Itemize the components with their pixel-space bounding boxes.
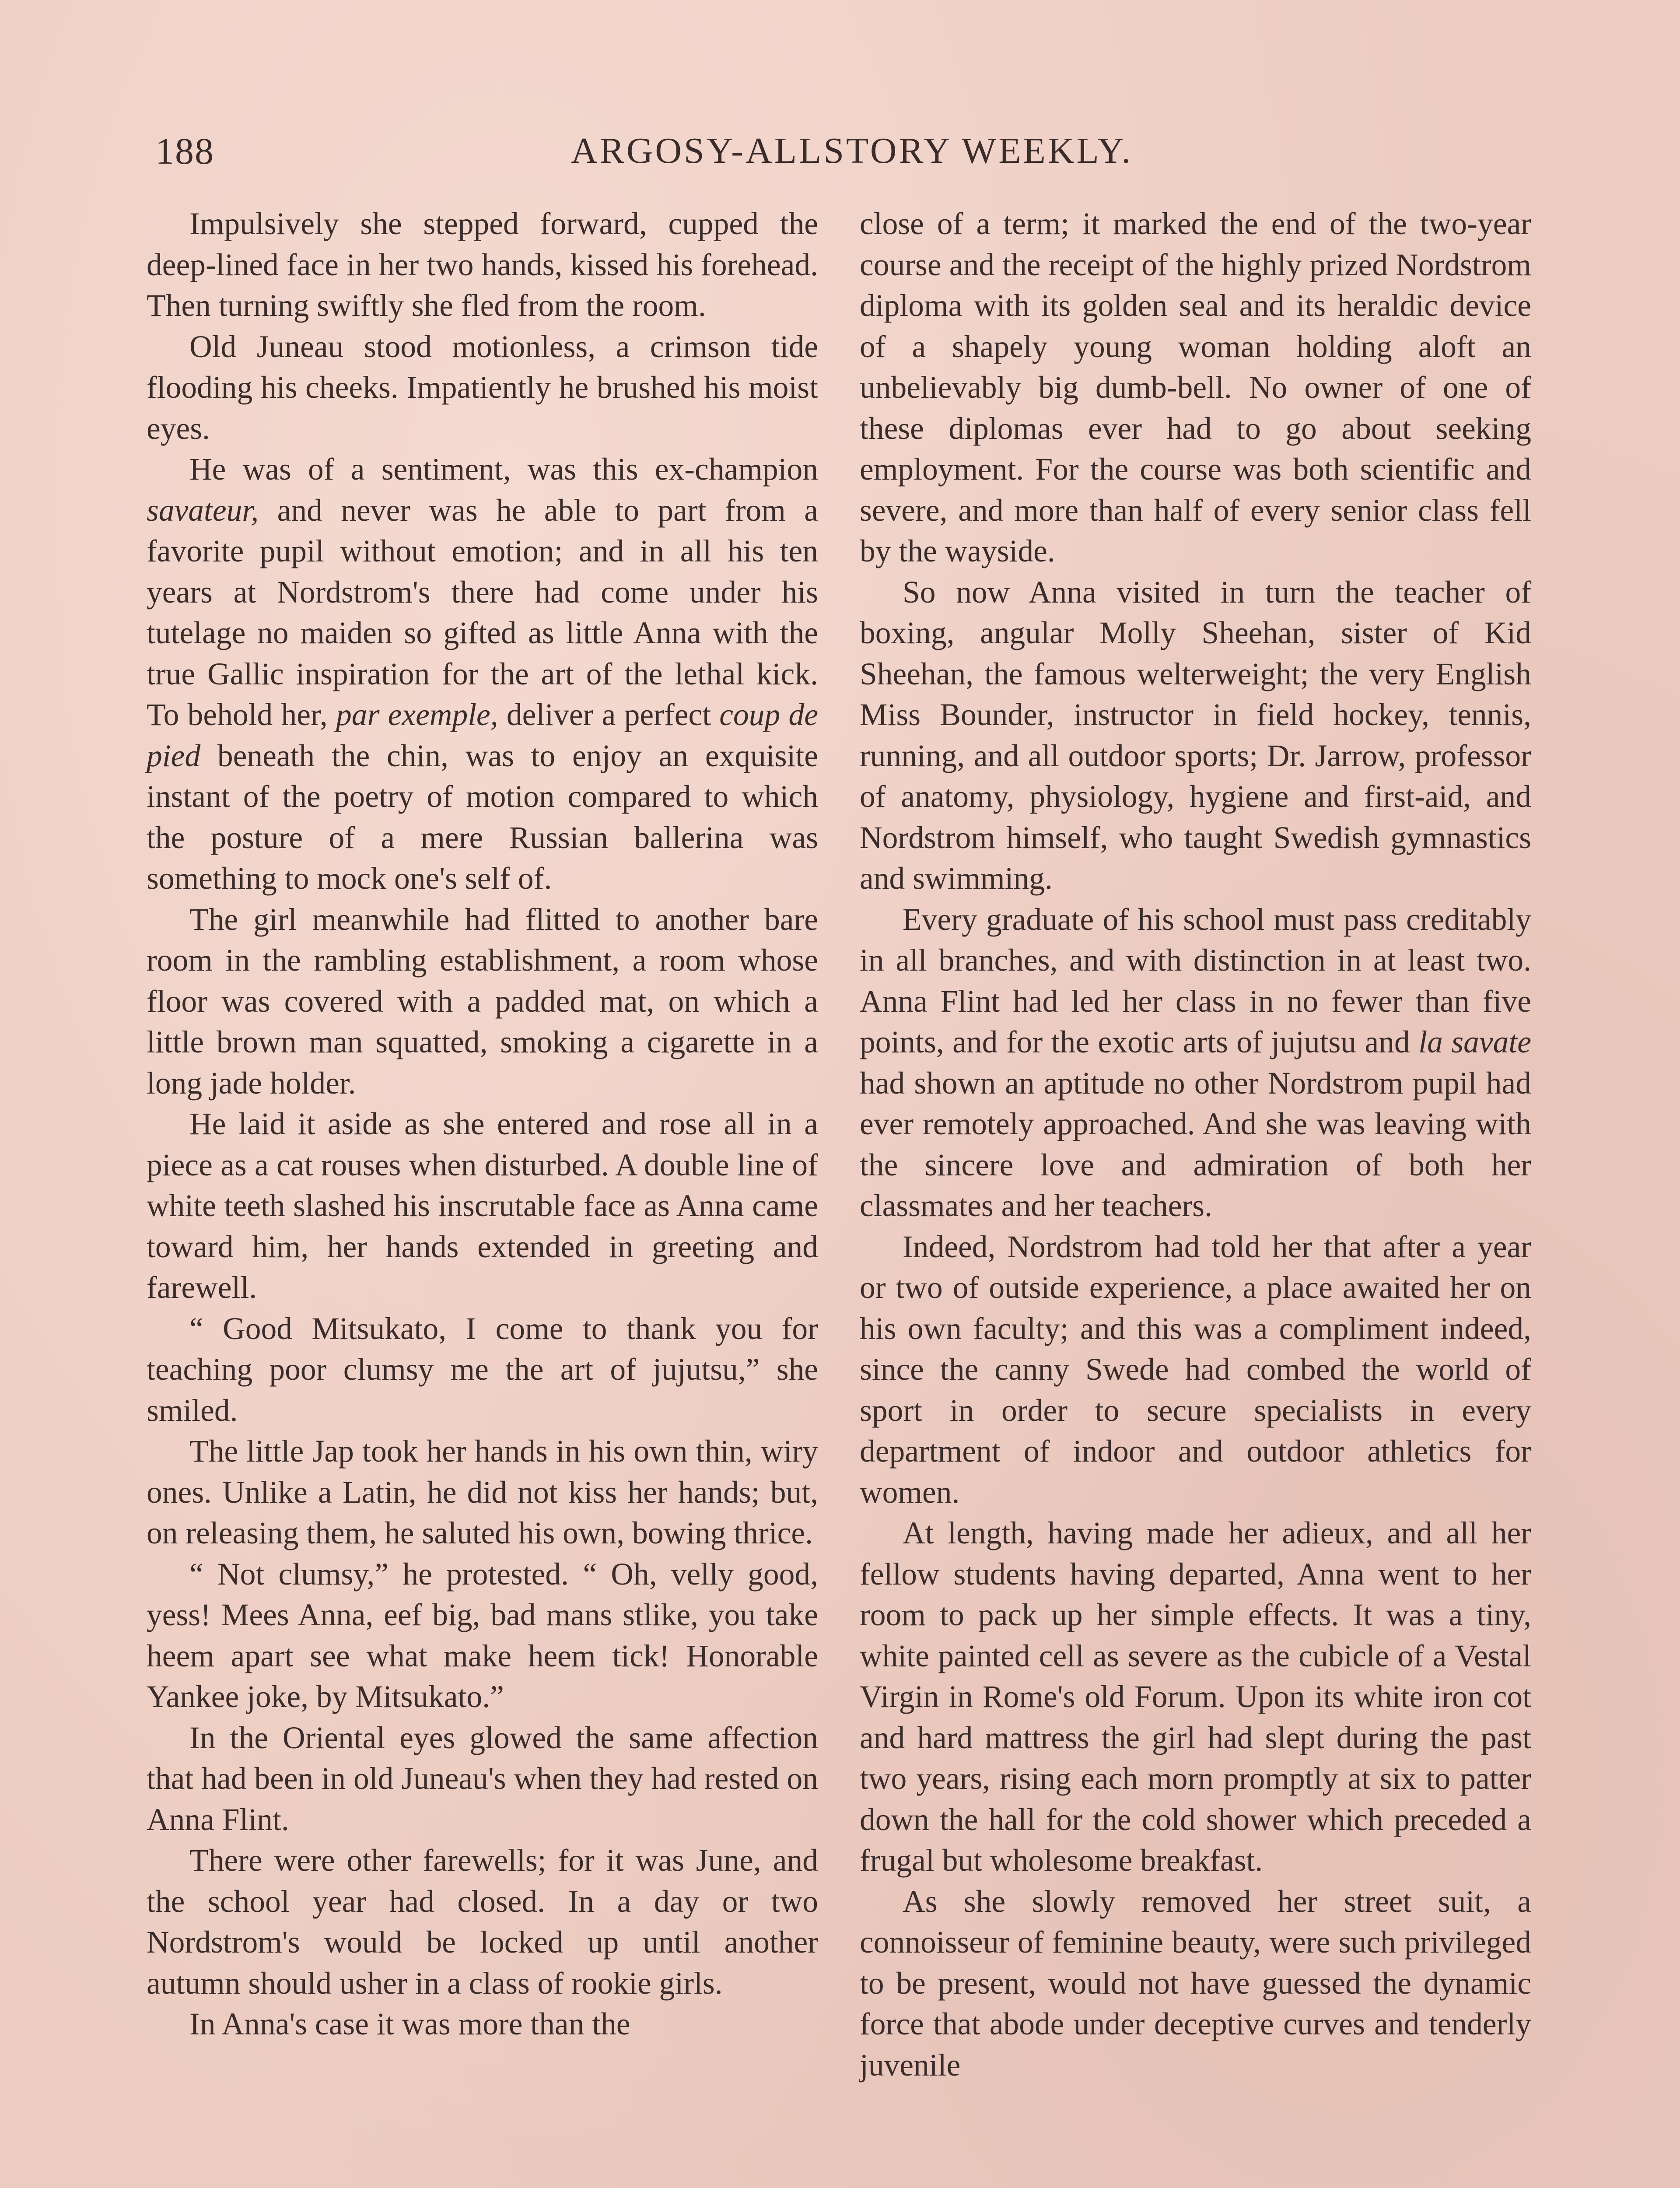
left-text-column (147, 203, 818, 2045)
paragraph: As she slowly removed her street suit, a connoisseur of feminine beauty, were such privileged to be present, would not have guessed the dynamic force that abode under deceptive curves and tenderly juvenile (860, 1884, 1531, 2083)
paragraph: The little Jap took her hands in his own thin, wiry ones. Unlike a Latin, he did not kiss her hands; but, on releasing them, he saluted his own, bowing thrice. (147, 1434, 818, 1550)
paragraph: He was of a sentiment, was this ex-champion savateur, and never was he able to part from a favorite pupil without emotion; and in all his ten years at Nordstrom's there had come under his tutelage no maiden so gifted as little Anna with the true Gallic inspiration for the art of the lethal kick. To behold her, par exemple, deliver a perfect coup de pied beneath the chin, was to enjoy an exquisite instant of the poetry of motion compared to which the posture of a mere Russian ballerina was something to mock one's self of. (147, 452, 818, 896)
paragraph: So now Anna visited in turn the teacher of boxing, angular Molly Sheehan, sister of Kid Sheehan, the famous welterweight; the very English Miss Bounder, instructor in field hockey, tennis, running, and all outdoor sports; Dr. Jarrow, professor of anatomy, physiology, hygiene and first-aid, and Nordstrom himself, who taught Swedish gymnastics and swimming. (860, 575, 1531, 896)
paragraph: “ Good Mitsukato, I come to thank you for teaching poor clumsy me the art of jujutsu,” she smiled. (147, 1311, 818, 1428)
paragraph: The girl meanwhile had flitted to another bare room in the rambling establishment, a room whose floor was covered with a padded mat, on which a little brown man squatted, smoking a cigarette in a long jade holder. (147, 902, 818, 1101)
paragraph: In the Oriental eyes glowed the same affection that had been in old Juneau's when they had rested on Anna Flint. (147, 1720, 818, 1837)
paragraph: close of a term; it marked the end of the two-year course and the receipt of the highly prized Nordstrom diploma with its golden seal and its heraldic device of a shapely young woman holding aloft an unbelievably big dumb-bell. No owner of one of these diplomas ever had to go about seeking employment. For the course was both scientific and severe, and more than half of every senior class fell by the wayside. (860, 207, 1531, 568)
running-head: ARGOSY-ALLSTORY WEEKLY. (571, 130, 1133, 171)
page-number: 188 (155, 130, 214, 172)
paragraph: He laid it aside as she entered and rose all in a piece as a cat rouses when disturbed. A double line of white teeth slashed his inscrutable face as Anna came toward him, her hands extended in greeting and farewell. (147, 1107, 818, 1305)
paragraph: There were other farewells; for it was June, and the school year had closed. In a day or two Nordstrom's would be locked up until another autumn should usher in a class of rookie girls. (147, 1843, 818, 2001)
right-text-column (860, 203, 1531, 2086)
paragraph: At length, having made her adieux, and all her fellow students having departed, Anna went to her room to pack up her simple effects. It was a tiny, white painted cell as severe as the cubicle of a Vestal Virgin in Rome's old Forum. Upon its white iron cot and hard mattress the girl had slept during the past two years, rising each morn promptly at six to patter down the hall for the cold shower which preceded a frugal but wholesome breakfast. (860, 1516, 1531, 1878)
paragraph: “ Not clumsy,” he protested. “ Oh, velly good, yess! Mees Anna, eef big, bad mans stlike, you take heem apart see what make heem tick! Honorable Yankee joke, by Mitsukato.” (147, 1557, 818, 1714)
paragraph: Old Juneau stood motionless, a crimson tide flooding his cheeks. Impatiently he brushed his moist eyes. (147, 329, 818, 446)
paragraph: Impulsively she stepped forward, cupped the deep-lined face in her two hands, kissed his forehead. Then turning swiftly she fled from the room. (147, 207, 818, 323)
page-header (155, 127, 1529, 175)
paragraph: Indeed, Nordstrom had told her that after a year or two of outside experience, a place awaited her on his own faculty; and this was a compliment indeed, since the canny Swede had combed the world of sport in order to secure specialists in every department of indoor and outdoor athletics for women. (860, 1229, 1531, 1510)
paragraph: Every graduate of his school must pass creditably in all branches, and with distinction in at least two. Anna Flint had led her class in no fewer than five points, and for the exotic arts of jujutsu and la savate had shown an aptitude no other Nordstrom pupil had ever remotely approached. And she was leaving with the sincere love and admiration of both her classmates and her teachers. (860, 902, 1531, 1223)
paragraph: In Anna's case it was more than the (189, 2007, 630, 2041)
